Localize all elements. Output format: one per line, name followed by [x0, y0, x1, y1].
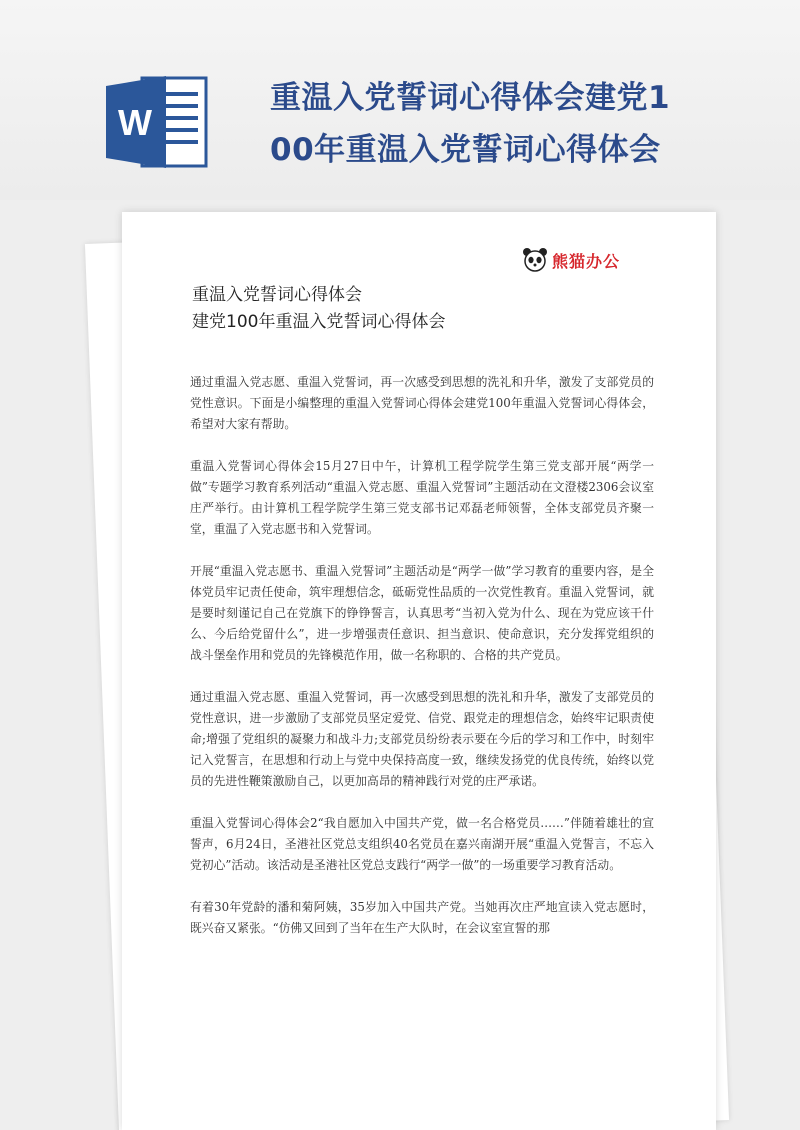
svg-text:W: W [118, 102, 152, 143]
paragraph: 通过重温入党志愿、重温入党誓词，再一次感受到思想的洗礼和升华，激发了支部党员的党性意识，进一步激励了支部党员坚定爱党、信党、跟党走的理想信念，始终牢记职责使命;增强了党组织的凝聚力和战斗力;支部党员纷纷表示要在今后的学习和工作中，时刻牢记入党誓言，在思想和行动上与党中央保持高度一致，继续发扬党的优良传统，始终以党员的先进性鞭策激励自己，以更加高昂的精神践行对党的庄严承诺。 [190, 690, 654, 788]
page-header [0, 0, 800, 200]
document-page [122, 212, 716, 1130]
panda-icon [522, 247, 548, 273]
title-line-2: 建党100年重温入党誓词心得体会 [192, 312, 446, 332]
word-doc-icon [104, 72, 214, 172]
brand-name: 熊猫办公 [552, 251, 621, 271]
document-title: 重温入党誓词心得体会建党100年重温入党誓词心得体会 [270, 80, 671, 168]
paragraph: 重温入党誓词心得体会15月27日中午，计算机工程学院学生第三党支部开展“两学一做”专题学习教育系列活动“重温入党志愿、重温入党誓词”主题活动在文澄楼2306会议室庄严举行。由计算机工程学院学生第三党支部书记邓磊老师领誓，全体支部党员齐聚一堂，重温了入党志愿书和入党誓词。 [190, 459, 654, 536]
brand-logo [522, 246, 620, 274]
title-line-1: 重温入党誓词心得体会 [192, 285, 362, 305]
content-title [192, 282, 672, 336]
paragraph: 开展“重温入党志愿书、重温入党誓词”主题活动是“两学一做”学习教育的重要内容，是全体党员牢记责任使命，筑牢理想信念，砥砺党性品质的一次党性教育。重温入党誓词，就是要时刻谨记自己在党旗下的铮铮誓言，认真思考“当初入党为什么、现在为党应该干什么、今后给党留什么”，进一步增强责任意识、担当意识、使命意识，充分发挥党组织的战斗堡垒作用和党员的先锋模范作用，做一名称职的、合格的共产党员。 [190, 564, 654, 662]
paragraph: 通过重温入党志愿、重温入党誓词，再一次感受到思想的洗礼和升华，激发了支部党员的党性意识。下面是小编整理的重温入党誓词心得体会建党100年重温入党誓词心得体会，希望对大家有帮助。 [190, 375, 654, 431]
paragraph: 有着30年党龄的潘和菊阿姨，35岁加入中国共产党。当她再次庄严地宣读入党志愿时，既兴奋又紧张。“仿佛又回到了当年在生产大队时，在会议室宣誓的那 [190, 900, 654, 935]
paragraph: 重温入党誓词心得体会2“我自愿加入中国共产党，做一名合格党员……”伴随着雄壮的宣誓声，6月24日，圣港社区党总支组织40名党员在嘉兴南湖开展“重温入党誓言，不忘入党初心”活动。该活动是圣港社区党总支践行“两学一做”的一场重要学习教育活动。 [190, 816, 654, 872]
document-body [190, 372, 654, 960]
